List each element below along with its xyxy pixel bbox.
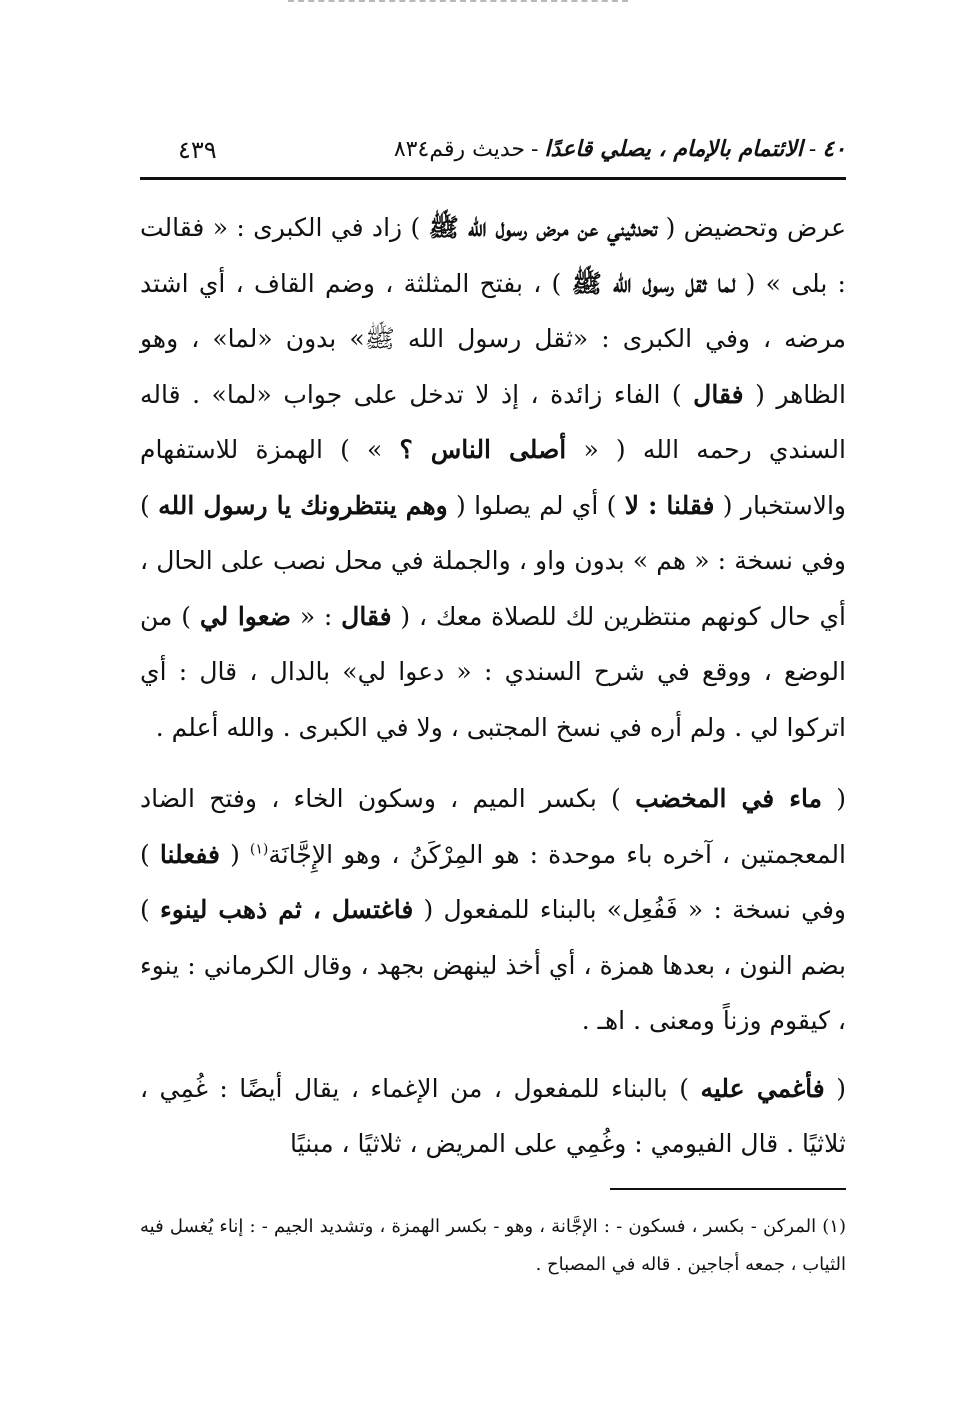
running-title bbox=[394, 136, 846, 162]
quoted-hadith-text: ماء في المخضب bbox=[635, 784, 823, 813]
quoted-hadith-text: ففعلنا bbox=[159, 839, 220, 869]
running-header bbox=[140, 136, 846, 180]
commentary-text: ) زاد في الكبرى : « فقالت : بلى » ( bbox=[140, 213, 846, 298]
title-separator: - bbox=[808, 137, 817, 162]
commentary-text: ) وفي نسخة : « هم » بدون واو ، والجملة في محل نصب على الحال ، أي حال كونهم منتظرين لك للصلاة معك ، ( bbox=[140, 490, 846, 631]
chapter-number: ٤٠ bbox=[822, 136, 846, 162]
commentary-text: » ) الهمزة للاستفهام والاستخبار ( bbox=[140, 435, 847, 520]
footnote-text: المركن - بكسر ، فسكون - : الإجَّانة ، وهو - بكسر الهمزة ، وتشديد الجيم - : إناء يُغسل فيه الثياب ، جمعه أجاجين . قاله في المصباح . bbox=[140, 1216, 846, 1275]
commentary-text: ) من الوضع ، ووقع في شرح السندي : « دعوا لي» بالدال ، قال : أي اتركوا لي . ولم أره في نسخ المجتبى ، ولا في الكبرى . والله أعلم . bbox=[140, 601, 846, 742]
main-text bbox=[140, 200, 846, 1172]
commentary-text: ( bbox=[822, 784, 847, 813]
page-number: ٤٣٩ bbox=[178, 136, 217, 164]
hadith-reference: حديث رقم٨٣٤ bbox=[393, 137, 525, 162]
quoted-hadith-text: لما ثقل رسول الله ﷺ bbox=[571, 268, 736, 298]
quoted-hadith-text: فقال bbox=[693, 379, 744, 409]
footnote bbox=[140, 1208, 846, 1284]
commentary-text: ) بضم النون ، بعدها همزة ، أي أخذ لينهض بجهد ، وقال الكرماني : ينوء ، كيقوم وزناً ومعنى . اهـ . bbox=[140, 895, 846, 1035]
quoted-hadith-text: وهم ينتظرونك يا رسول الله bbox=[158, 490, 448, 520]
quoted-hadith-text: فقال bbox=[341, 601, 392, 631]
commentary-text: ( bbox=[219, 839, 250, 869]
commentary-text: ( bbox=[824, 1073, 846, 1103]
quoted-hadith-text: تحدثيني عن مرض رسول الله ﷺ bbox=[428, 213, 658, 242]
quoted-hadith-text: فاغتسل ، ثم ذهب لينوء bbox=[160, 895, 414, 924]
chapter-title: الائتمام بالإمام ، يصلي قاعدًا bbox=[544, 136, 803, 162]
quoted-hadith-text: فقلنا : لا bbox=[624, 490, 715, 520]
paragraph bbox=[140, 771, 846, 1049]
commentary-text: ) وفي نسخة : « فَفُعِل» بالبناء للمفعول ( bbox=[140, 839, 847, 924]
commentary-text: ) أي لم يصلوا ( bbox=[447, 490, 625, 520]
commentary-text: عرض وتحضيض ( bbox=[657, 213, 846, 242]
header-rule bbox=[140, 177, 846, 180]
commentary-text: : « bbox=[291, 601, 342, 631]
quoted-hadith-text: ضعوا لي bbox=[199, 601, 291, 631]
paragraph bbox=[140, 1061, 846, 1172]
footnote-marker: (١) bbox=[822, 1216, 846, 1237]
quoted-hadith-text: فأغمي عليه bbox=[700, 1073, 825, 1103]
footnote-rule bbox=[610, 1188, 846, 1190]
paragraph bbox=[140, 200, 846, 755]
footnote-reference: (١) bbox=[249, 841, 269, 858]
commentary-text: ) بكسر الميم ، وسكون الخاء ، وفتح الضاد المعجمتين ، آخره باء موحدة : هو المِرْكَنُ ، وهو الإِجَّانَة bbox=[140, 784, 846, 869]
top-edge-dashes bbox=[288, 0, 628, 2]
commentary-text: ) بالبناء للمفعول ، من الإغماء ، يقال أيضًا : غُمِي ، ثلاثيًا . قال الفيومي : وغُمِي على المريض ، ثلاثيًا ، مبنيًا bbox=[140, 1073, 846, 1158]
quoted-hadith-text: أصلى الناس ؟ bbox=[399, 435, 567, 464]
commentary-text: ) الفاء زائدة ، إذ لا تدخل على جواب «لما» . قاله السندي رحمه الله ( « bbox=[140, 379, 846, 464]
title-separator: - bbox=[530, 137, 539, 162]
commentary-text: ) ، بفتح المثلثة ، وضم القاف ، أي اشتد مرضه ، وفي الكبرى : «ثقل رسول الله ﷺ» بدون «لما» ، وهو الظاهر ( bbox=[140, 268, 846, 409]
